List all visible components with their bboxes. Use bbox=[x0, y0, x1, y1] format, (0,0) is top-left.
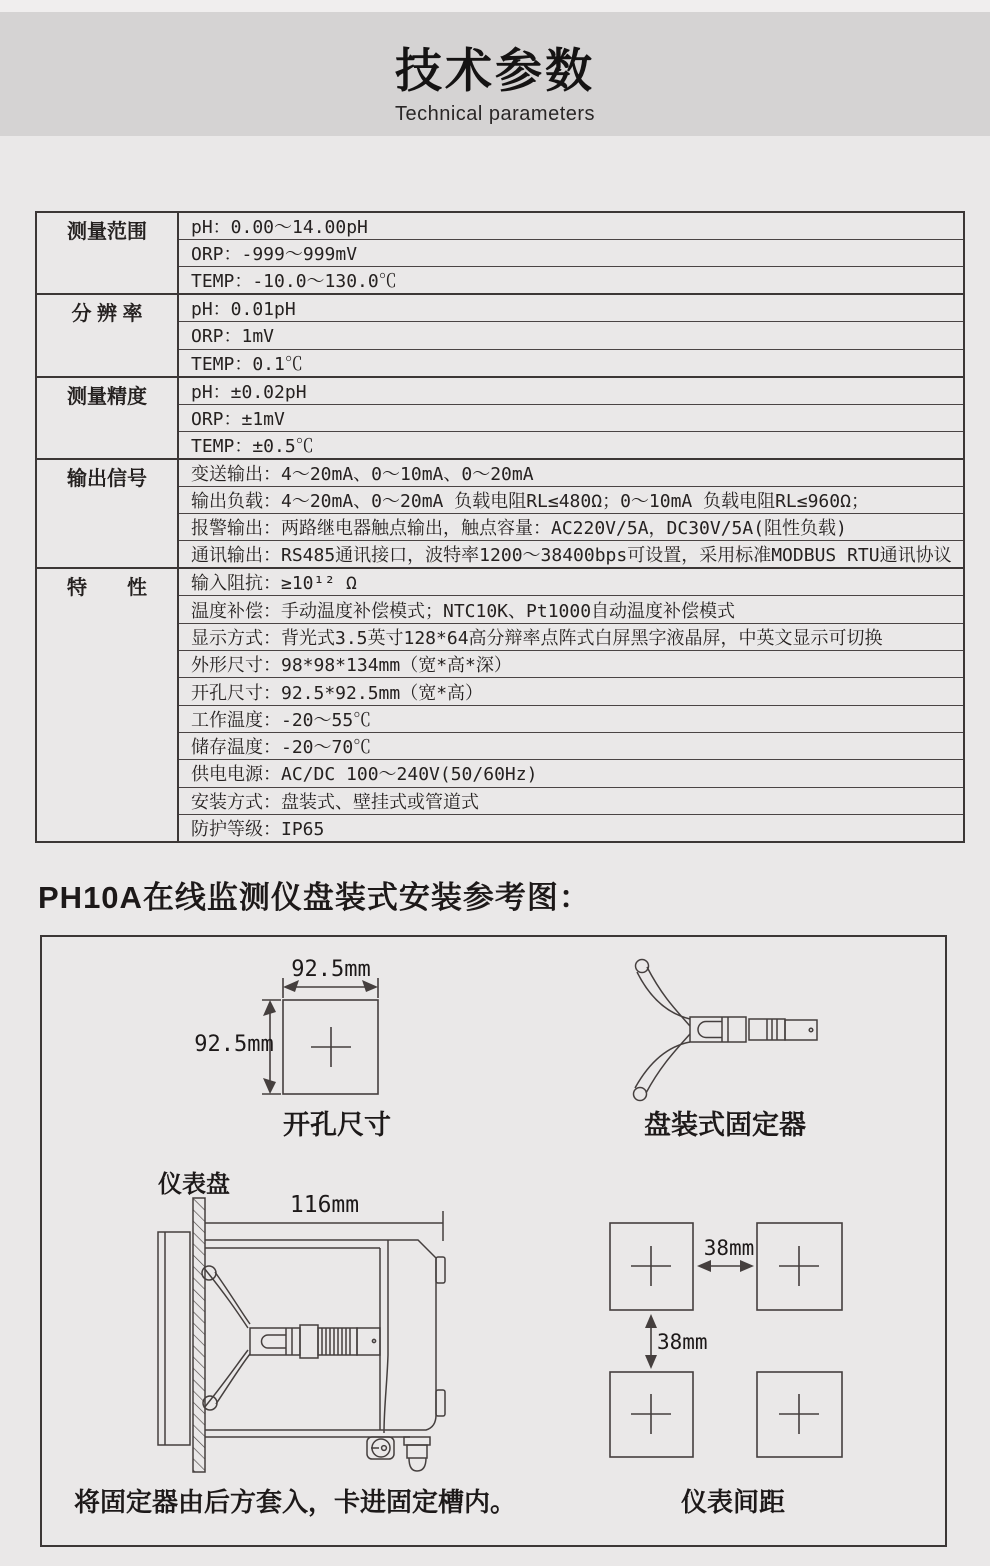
spec-value-cell: ORP：1mV bbox=[178, 322, 964, 349]
spec-value-cell: 储存温度：-20～70℃ bbox=[178, 732, 964, 759]
spec-value-cell: 温度补偿：手动温度补偿模式；NTC10K、Pt1000自动温度补偿模式 bbox=[178, 596, 964, 623]
hole-height-dimension: 92.5mm bbox=[194, 1032, 274, 1057]
spec-value-cell: pH：0.00～14.00pH bbox=[178, 212, 964, 240]
v-gap-dimension: 38mm bbox=[657, 1330, 708, 1354]
spec-value-cell: 输入阻抗：≥10¹² Ω bbox=[178, 568, 964, 596]
spec-value-cell: ORP：-999～999mV bbox=[178, 240, 964, 267]
spec-table bbox=[35, 211, 965, 843]
table-row bbox=[36, 377, 964, 405]
spec-label-cell: 测量范围 bbox=[36, 212, 178, 294]
header-band bbox=[0, 12, 990, 136]
spec-value-cell: 工作温度：-20～55℃ bbox=[178, 705, 964, 732]
spec-value-cell: TEMP：0.1℃ bbox=[178, 349, 964, 377]
page-subtitle: Technical parameters bbox=[394, 103, 596, 125]
spec-value-cell: ORP：±1mV bbox=[178, 404, 964, 431]
depth-dimension: 116mm bbox=[289, 1192, 360, 1218]
spec-value-cell: pH：0.01pH bbox=[178, 294, 964, 322]
spec-label-cell: 特 性 bbox=[36, 568, 178, 841]
hole-size-caption: 开孔尺寸 bbox=[283, 1110, 391, 1140]
table-row bbox=[36, 459, 964, 487]
spec-label-cell: 输出信号 bbox=[36, 459, 178, 569]
spec-value-cell: 通讯输出：RS485通讯接口，波特率1200～38400bps可设置，采用标准MODBUS RTU通讯协议 bbox=[178, 541, 964, 569]
spec-value-cell: pH：±0.02pH bbox=[178, 377, 964, 405]
spec-value-cell: 输出负载：4～20mA、0～20mA 负载电阻RL≤480Ω；0～10mA 负载电阻RL≤960Ω； bbox=[178, 486, 964, 513]
spec-value-cell: 变送输出：4～20mA、0～10mA、0～20mA bbox=[178, 459, 964, 487]
panel-fixer-diagram bbox=[615, 950, 830, 1110]
panel-label: 仪表盘 bbox=[158, 1171, 230, 1198]
spec-value-cell: 防护等级：IP65 bbox=[178, 814, 964, 842]
table-row bbox=[36, 212, 964, 240]
spec-value-cell: 开孔尺寸：92.5*92.5mm（宽*高） bbox=[178, 678, 964, 705]
hole-width-dimension: 92.5mm bbox=[291, 957, 371, 982]
spec-value-cell: 安装方式：盘装式、壁挂式或管道式 bbox=[178, 787, 964, 814]
section-title: PH10A在线监测仪盘装式安装参考图： bbox=[38, 880, 591, 915]
table-row bbox=[36, 568, 964, 596]
table-row bbox=[36, 294, 964, 322]
spec-label-cell: 测量精度 bbox=[36, 377, 178, 459]
spec-value-cell: TEMP：-10.0～130.0℃ bbox=[178, 267, 964, 295]
spec-value-cell: TEMP：±0.5℃ bbox=[178, 431, 964, 459]
spec-label-cell: 分 辨 率 bbox=[36, 294, 178, 376]
side-view-note: 将固定器由后方套入，卡进固定槽内。 bbox=[73, 1487, 516, 1517]
spec-table-wrap bbox=[35, 211, 965, 843]
page-title: 技术参数 bbox=[395, 44, 595, 97]
spec-value-cell: 报警输出：两路继电器触点输出，触点容量：AC220V/5A，DC30V/5A(阻性负载) bbox=[178, 514, 964, 541]
panel-fixer-caption: 盘装式固定器 bbox=[644, 1110, 806, 1140]
spec-value-cell: 外形尺寸：98*98*134mm（宽*高*深） bbox=[178, 651, 964, 678]
spec-value-cell: 供电电源：AC/DC 100～240V(50/60Hz) bbox=[178, 760, 964, 787]
spec-value-cell: 显示方式：背光式3.5英寸128*64高分辩率点阵式白屏黑字液晶屏，中英文显示可切换 bbox=[178, 623, 964, 650]
h-gap-dimension: 38mm bbox=[703, 1236, 755, 1260]
spacing-caption: 仪表间距 bbox=[680, 1487, 785, 1517]
top-strip bbox=[0, 0, 990, 12]
